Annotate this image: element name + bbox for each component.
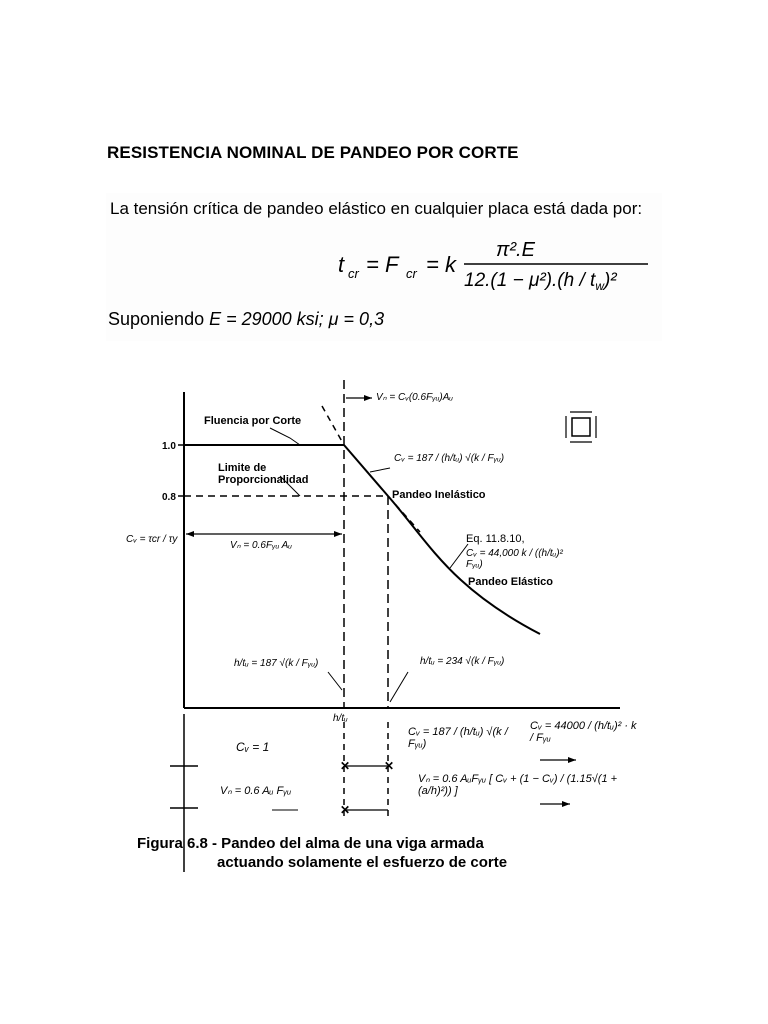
eq-ref-label: Eq. 11.8.10, xyxy=(466,533,525,545)
formula-eq1: = F xyxy=(366,252,399,277)
svg-text:✕: ✕ xyxy=(340,803,351,817)
y-axis-label: Cᵥ = τcr / τy xyxy=(126,534,178,545)
y-tick-1: 1.0 xyxy=(162,441,176,452)
formula-eq2: = k xyxy=(426,252,456,277)
intro-text: La tensión crítica de pandeo elástico en cualquier placa está dada por: xyxy=(110,199,643,218)
limit2-formula: h/tᵤ = 234 √(k / Fᵧᵤ) xyxy=(420,656,505,667)
vn1-formula: Vₙ = 0.6 Aᵤ Fᵧᵤ xyxy=(220,785,292,797)
shear-buckling-figure xyxy=(100,372,660,882)
vn-plastic-formula: Vₙ = 0.6Fᵧᵤ Aᵤ xyxy=(230,540,292,551)
assumption-prefix: Suponiendo xyxy=(108,309,205,329)
pandeo-elastico-label: Pandeo Elástico xyxy=(468,576,553,588)
vn2-formula: Vₙ = 0.6 AᵤFᵧᵤ [ Cᵥ + (1 − Cᵥ) / (1.15√(1 + (a/h)²)) ] xyxy=(418,773,618,797)
x-axis-label: h/tᵤ xyxy=(333,713,348,724)
assumption-expr: E = 29000 ksi; μ = 0,3 xyxy=(209,309,385,329)
cv1-formula: Cᵥ = 1 xyxy=(236,740,270,754)
critical-stress-formula xyxy=(336,232,656,294)
figure-caption xyxy=(137,834,507,872)
pandeo-inelastico-label: Pandeo Inelástico xyxy=(392,489,486,501)
assumption-line xyxy=(108,309,384,330)
cv2-formula: Cᵥ = 187 / (h/tᵤ) √(k / Fᵧᵤ) xyxy=(408,726,508,750)
y-tick-08: 0.8 xyxy=(162,492,176,503)
limit1-formula: h/tᵤ = 187 √(k / Fᵧᵤ) xyxy=(234,658,319,669)
caption-line2: actuando solamente el esfuerzo de corte xyxy=(217,854,508,871)
top-vn-formula: Vₙ = Cᵥ(0.6Fᵧᵤ)Aᵤ xyxy=(376,392,453,403)
cv-inelastic-formula: Cᵥ = 187 / (h/tᵤ) √(k / Fᵧᵤ) xyxy=(394,453,505,464)
cv-elastic-formula: Cᵥ = 44,000 k / ((h/tᵤ)² Fᵧᵤ) xyxy=(466,548,563,570)
stress-element-icon xyxy=(572,418,590,436)
page-heading: RESISTENCIA NOMINAL DE PANDEO POR CORTE xyxy=(107,143,519,162)
formula-numerator: π².E xyxy=(496,239,535,261)
formula-eq1-sub: cr xyxy=(406,266,417,281)
caption-line1: Figura 6.8 - Pandeo del alma de una viga armada xyxy=(137,835,484,852)
cv3-formula: Cᵥ = 44000 / (h/tᵤ)² · k / Fᵧᵤ xyxy=(530,720,637,744)
svg-text:✕: ✕ xyxy=(340,759,351,773)
limite-label: Limite de Proporcionalidad xyxy=(218,462,309,486)
formula-lhs-sub: cr xyxy=(348,266,359,281)
inelastic-curve xyxy=(344,445,388,496)
formula-lhs: t xyxy=(338,252,345,277)
fluencia-label: Fluencia por Corte xyxy=(204,415,302,427)
formula-denominator: $12.(1 - \mu^2).(h / t_w)^2$ xyxy=(464,270,617,293)
svg-text:✕: ✕ xyxy=(384,759,395,773)
